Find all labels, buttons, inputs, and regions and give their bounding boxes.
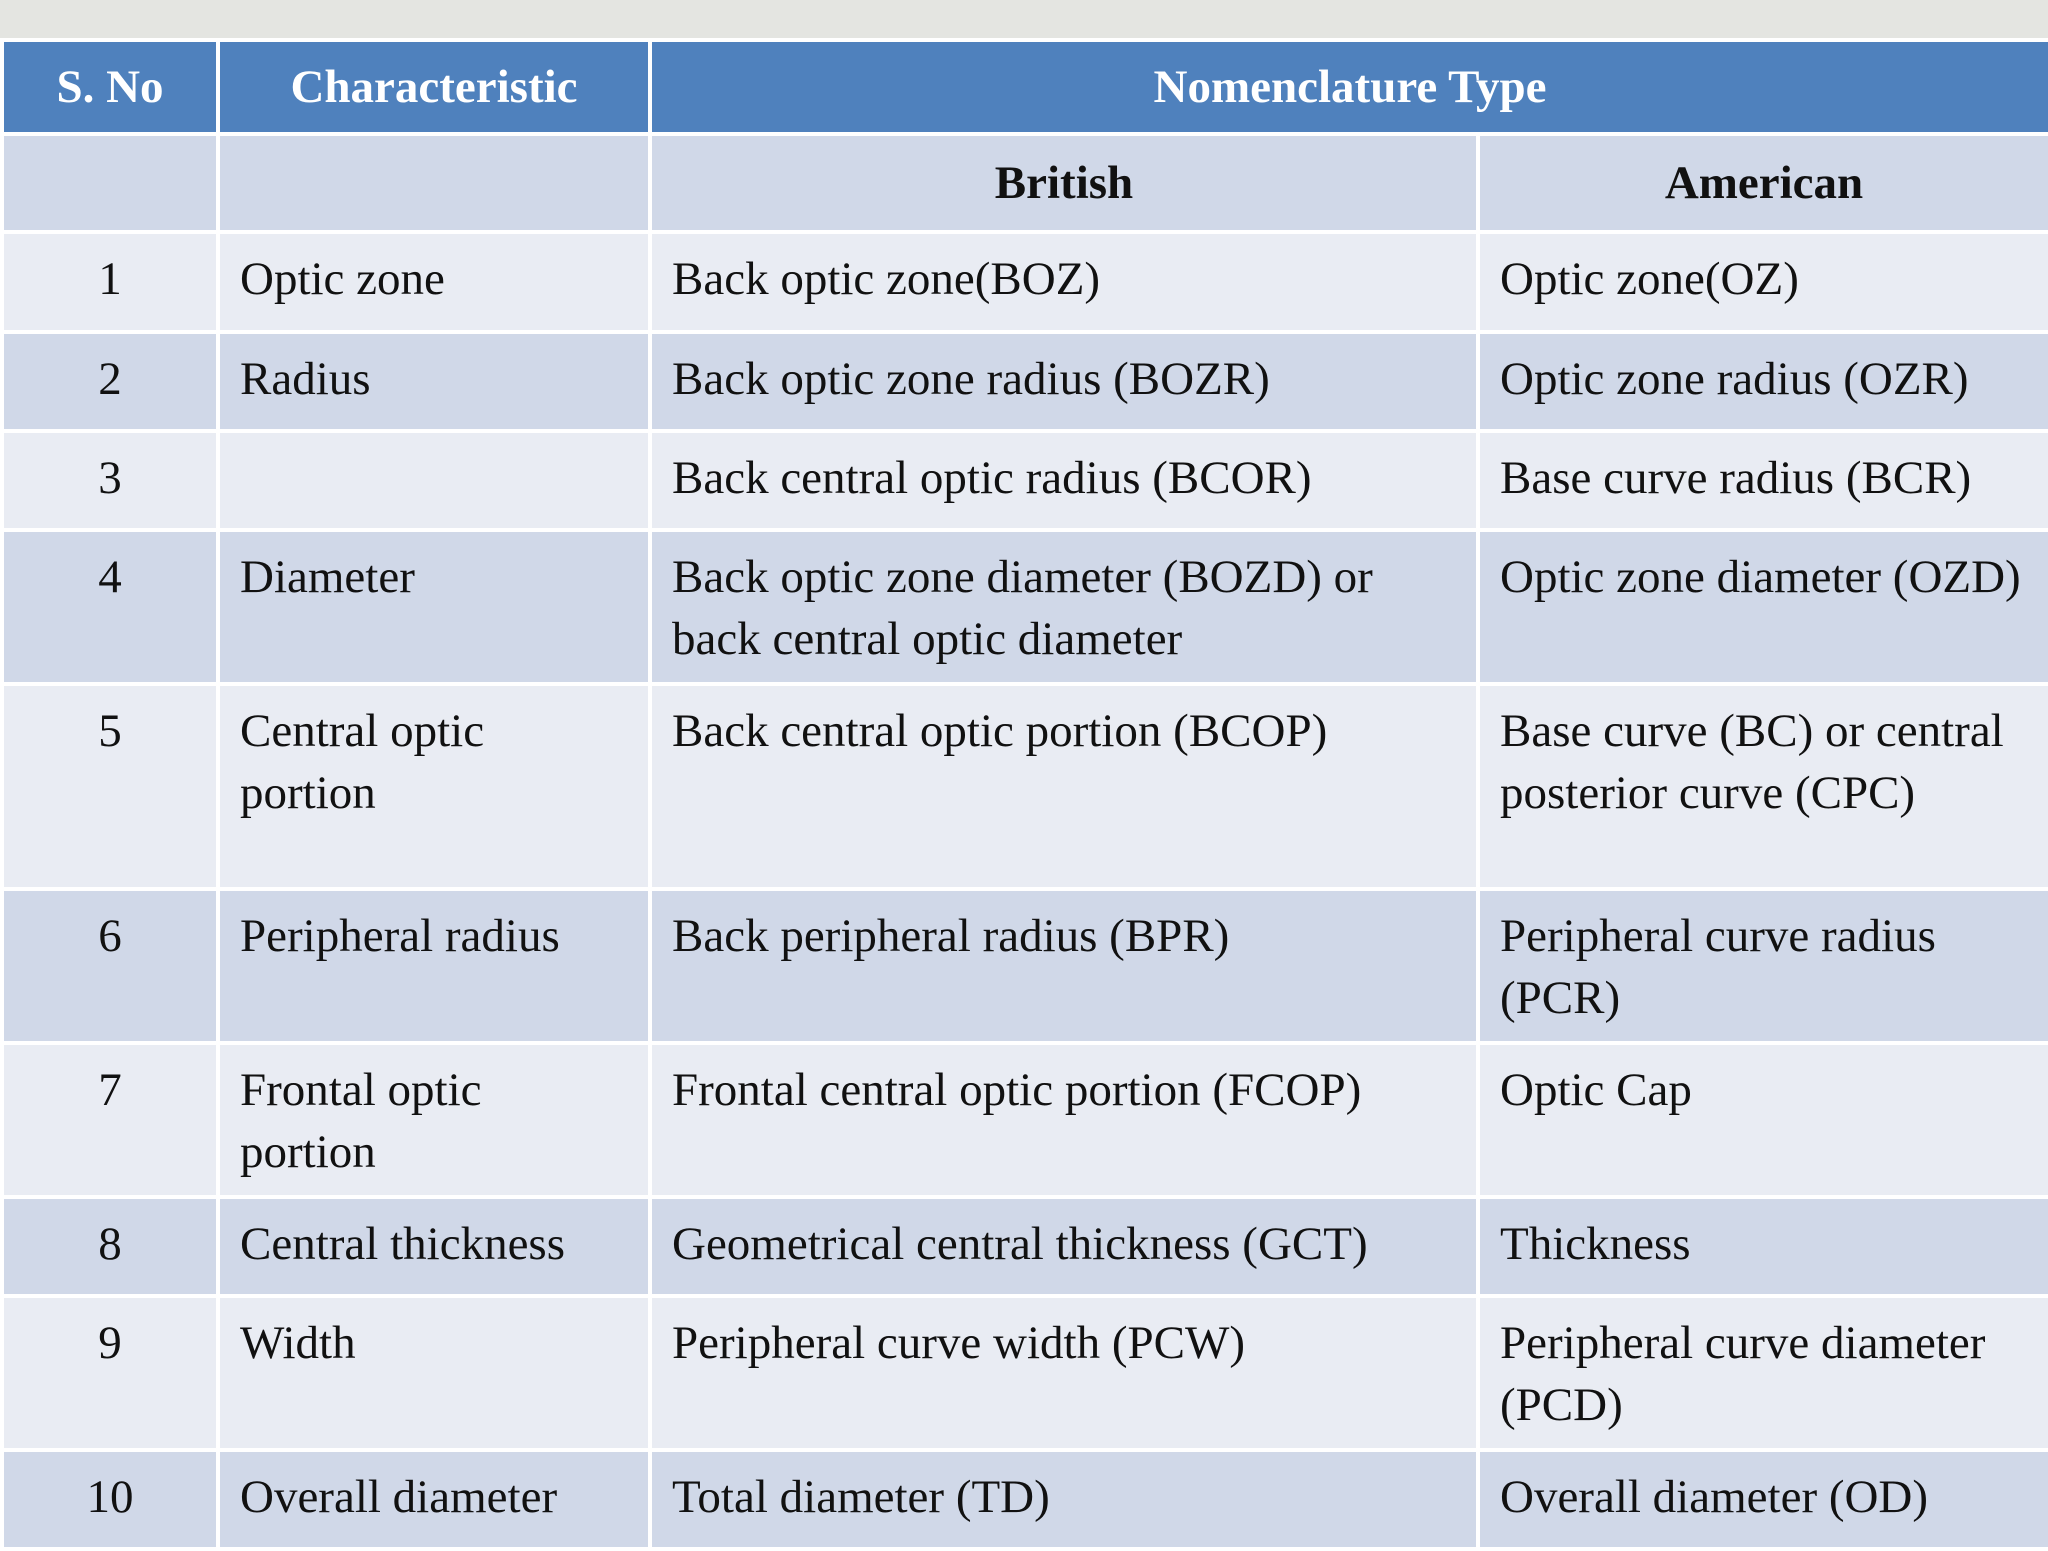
subheader-british: British: [650, 134, 1478, 232]
cell-american: Peripheral curve diameter (PCD): [1478, 1296, 2048, 1450]
table-row: [2, 1197, 2048, 1296]
cell-british: Peripheral curve width (PCW): [650, 1296, 1478, 1450]
cell-american: Peripheral curve radius (PCR): [1478, 889, 2048, 1043]
cell-sno: 2: [2, 332, 218, 431]
cell-british: Back central optic portion (BCOP): [650, 684, 1478, 889]
header-row: [2, 40, 2048, 134]
cell-american: Optic zone diameter (OZD): [1478, 530, 2048, 684]
header-characteristic: Characteristic: [218, 40, 650, 134]
cell-american: Overall diameter (OD): [1478, 1450, 2048, 1549]
cell-sno: 7: [2, 1043, 218, 1197]
header-sno: S. No: [2, 40, 218, 134]
table-row: [2, 1296, 2048, 1450]
subheader-empty-sno: [2, 134, 218, 232]
table-row: [2, 431, 2048, 530]
cell-sno: 1: [2, 232, 218, 332]
cell-british: Back optic zone radius (BOZR): [650, 332, 1478, 431]
cell-characteristic: Radius: [218, 332, 650, 431]
cell-british: Back central optic radius (BCOR): [650, 431, 1478, 530]
cell-american: Optic Cap: [1478, 1043, 2048, 1197]
cell-american: Thickness: [1478, 1197, 2048, 1296]
subheader-row: [2, 134, 2048, 232]
cell-characteristic: Central thickness: [218, 1197, 650, 1296]
cell-sno: 8: [2, 1197, 218, 1296]
cell-british: Geometrical central thickness (GCT): [650, 1197, 1478, 1296]
cell-characteristic: Optic zone: [218, 232, 650, 332]
cell-british: Back optic zone(BOZ): [650, 232, 1478, 332]
cell-characteristic: Peripheral radius: [218, 889, 650, 1043]
cell-british: Back peripheral radius (BPR): [650, 889, 1478, 1043]
table-row: [2, 1450, 2048, 1549]
table-row: [2, 889, 2048, 1043]
table-row: [2, 1043, 2048, 1197]
cell-sno: 9: [2, 1296, 218, 1450]
cell-american: Optic zone radius (OZR): [1478, 332, 2048, 431]
table-row: [2, 530, 2048, 684]
cell-american: Base curve (BC) or central posterior curve (CPC): [1478, 684, 2048, 889]
cell-sno: 5: [2, 684, 218, 889]
table-row: [2, 332, 2048, 431]
table-row: [2, 232, 2048, 332]
nomenclature-table: [0, 38, 2048, 1551]
table-row: [2, 684, 2048, 889]
cell-british: Total diameter (TD): [650, 1450, 1478, 1549]
cell-sno: 10: [2, 1450, 218, 1549]
cell-american: Optic zone(OZ): [1478, 232, 2048, 332]
cell-american: Base curve radius (BCR): [1478, 431, 2048, 530]
cell-sno: 3: [2, 431, 218, 530]
cell-british: Back optic zone diameter (BOZD) or back central optic diameter: [650, 530, 1478, 684]
cell-sno: 4: [2, 530, 218, 684]
cell-characteristic: Frontal optic portion: [218, 1043, 650, 1197]
cell-characteristic: Central optic portion: [218, 684, 650, 889]
header-nomenclature-type: Nomenclature Type: [650, 40, 2048, 134]
cell-characteristic: Diameter: [218, 530, 650, 684]
cell-characteristic: Overall diameter: [218, 1450, 650, 1549]
cell-british: Frontal central optic portion (FCOP): [650, 1043, 1478, 1197]
subheader-american: American: [1478, 134, 2048, 232]
subheader-empty-characteristic: [218, 134, 650, 232]
cell-sno: 6: [2, 889, 218, 1043]
cell-characteristic: [218, 431, 650, 530]
cell-characteristic: Width: [218, 1296, 650, 1450]
